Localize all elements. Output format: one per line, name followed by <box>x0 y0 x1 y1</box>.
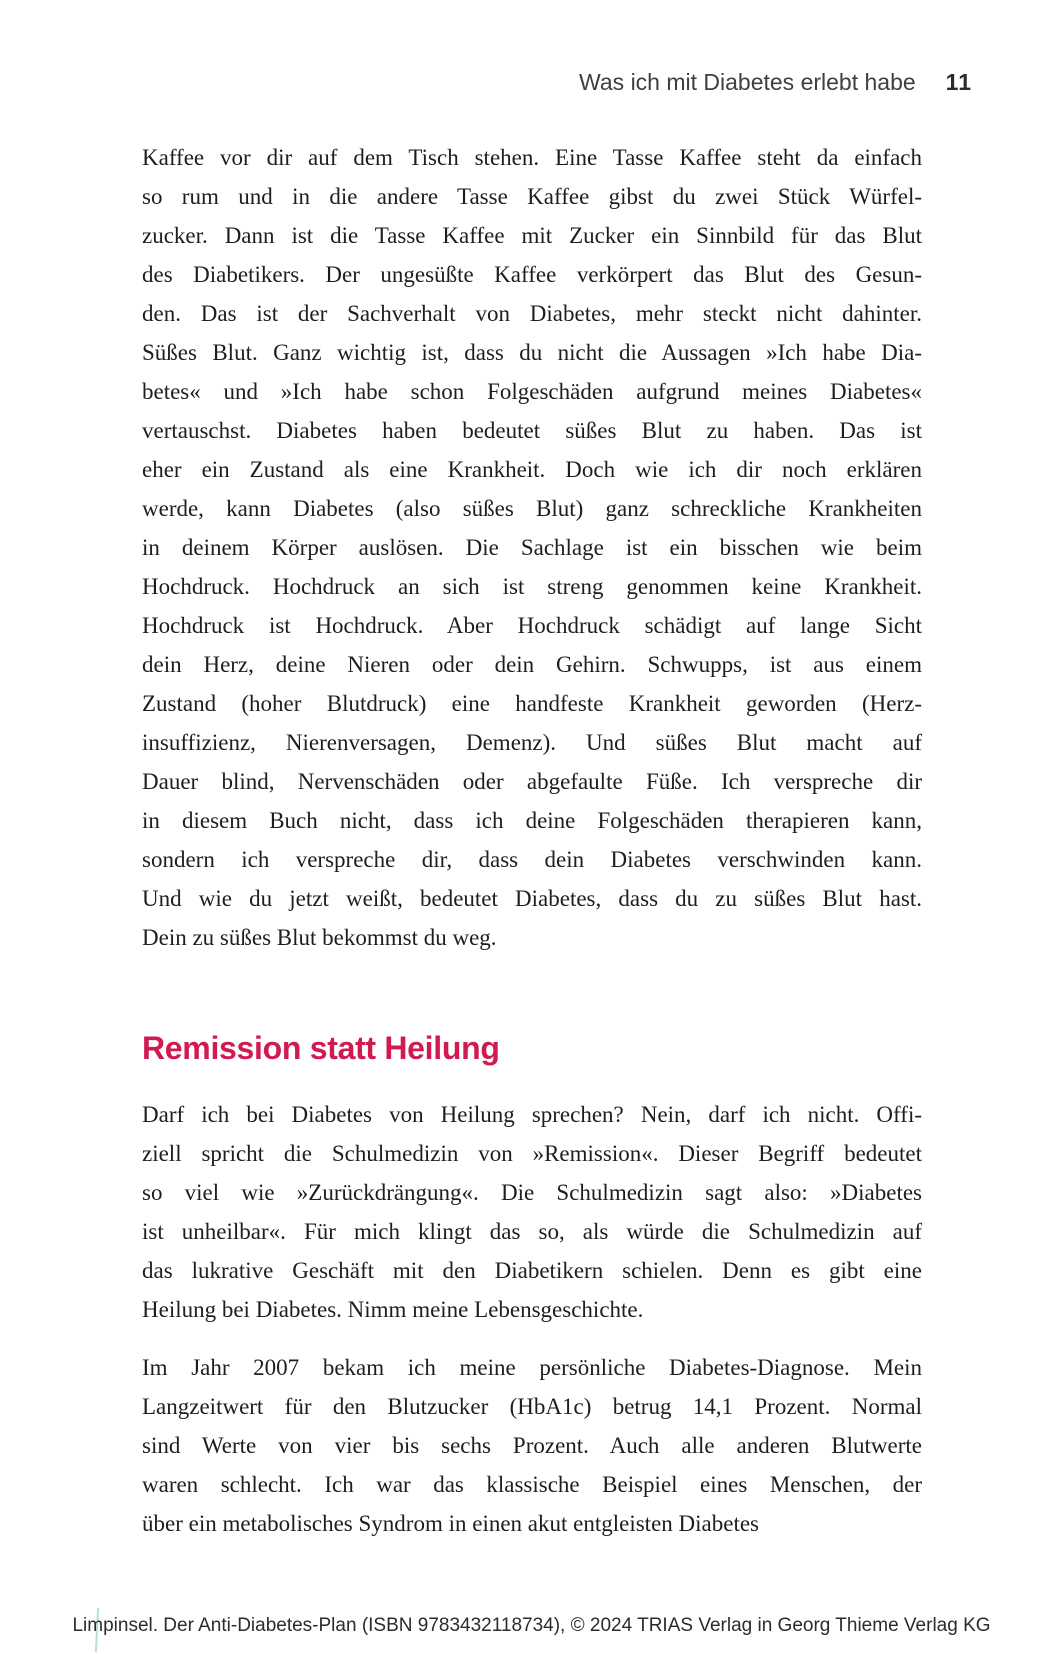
text-line: dein Herz, deine Nieren oder dein Gehirn. Schwupps, ist aus einem <box>142 652 922 677</box>
text-line: werde, kann Diabetes (also süßes Blut) ganz schreckliche Krankheiten <box>142 496 922 521</box>
paragraph-diagnosis <box>142 1348 922 1543</box>
text-line: zucker. Dann ist die Tasse Kaffee mit Zucker ein Sinnbild für das Blut <box>142 223 922 248</box>
paragraph-coffee-analogy <box>142 138 922 957</box>
text-line: über ein metabolisches Syndrom in einen akut entgleisten Diabetes <box>142 1511 760 1536</box>
text-line: Darf ich bei Diabetes von Heilung sprechen? Nein, darf ich nicht. Offi- <box>142 1102 922 1127</box>
text-line: sind Werte von vier bis sechs Prozent. Auch alle anderen Blutwerte <box>142 1433 922 1458</box>
text-line: so viel wie »Zurückdrängung«. Die Schulmedizin sagt also: »Diabetes <box>142 1180 922 1205</box>
page-number: 11 <box>945 69 972 95</box>
section-heading: Remission statt Heilung <box>142 1030 500 1066</box>
text-line: den. Das ist der Sachverhalt von Diabetes, mehr steckt nicht dahinter. <box>142 301 922 326</box>
text-line: Kaffee vor dir auf dem Tisch stehen. Eine Tasse Kaffee steht da einfach <box>142 145 922 170</box>
text-line: Im Jahr 2007 bekam ich meine persönliche Diabetes-Diagnose. Mein <box>142 1355 922 1380</box>
text-line: ziell spricht die Schulmedizin von »Remission«. Dieser Begriff bedeutet <box>142 1141 922 1166</box>
running-header <box>142 68 972 96</box>
text-line: das lukrative Geschäft mit den Diabetikern schielen. Denn es gibt eine <box>142 1258 922 1283</box>
footer-credit: Limpinsel. Der Anti-Diabetes-Plan (ISBN 9783432118734), © 2024 TRIAS Verlag in Georg Thieme Verlag KG <box>72 1615 991 1636</box>
text-line: Dein zu süßes Blut bekommst du weg. <box>142 925 497 950</box>
text-line: vertauschst. Diabetes haben bedeutet süßes Blut zu haben. Das ist <box>142 418 922 443</box>
text-line: Dauer blind, Nervenschäden oder abgefaulte Füße. Ich verspreche dir <box>142 769 922 794</box>
chapter-title: Was ich mit Diabetes erlebt habe <box>579 69 916 95</box>
text-line: ist unheilbar«. Für mich klingt das so, als würde die Schulmedizin auf <box>142 1219 922 1244</box>
text-line: des Diabetikers. Der ungesüßte Kaffee verkörpert das Blut des Gesun- <box>142 262 922 287</box>
text-line: Süßes Blut. Ganz wichtig ist, dass du nicht die Aussagen »Ich habe Dia- <box>142 340 922 365</box>
text-line: betes« und »Ich habe schon Folgeschäden aufgrund meines Diabetes« <box>142 379 922 404</box>
text-line: in diesem Buch nicht, dass ich deine Folgeschäden therapieren kann, <box>142 808 922 833</box>
paragraph-remission <box>142 1095 922 1329</box>
text-line: Und wie du jetzt weißt, bedeutet Diabetes, dass du zu süßes Blut hast. <box>142 886 922 911</box>
text-line: Hochdruck. Hochdruck an sich ist streng genommen keine Krankheit. <box>142 574 922 599</box>
text-line: insuffizienz, Nierenversagen, Demenz). Und süßes Blut macht auf <box>142 730 922 755</box>
text-line: so rum und in die andere Tasse Kaffee gibst du zwei Stück Würfel- <box>142 184 922 209</box>
text-line: Heilung bei Diabetes. Nimm meine Lebensgeschichte. <box>142 1297 644 1322</box>
text-line: Langzeitwert für den Blutzucker (HbA1c) betrug 14,1 Prozent. Normal <box>142 1394 922 1419</box>
text-line: sondern ich verspreche dir, dass dein Diabetes verschwinden kann. <box>142 847 922 872</box>
text-line: in deinem Körper auslösen. Die Sachlage ist ein bisschen wie beim <box>142 535 922 560</box>
text-line: eher ein Zustand als eine Krankheit. Doch wie ich dir noch erklären <box>142 457 922 482</box>
text-line: Hochdruck ist Hochdruck. Aber Hochdruck schädigt auf lange Sicht <box>142 613 922 638</box>
text-line: waren schlecht. Ich war das klassische Beispiel eines Menschen, der <box>142 1472 922 1497</box>
text-line: Zustand (hoher Blutdruck) eine handfeste Krankheit geworden (Herz- <box>142 691 922 716</box>
